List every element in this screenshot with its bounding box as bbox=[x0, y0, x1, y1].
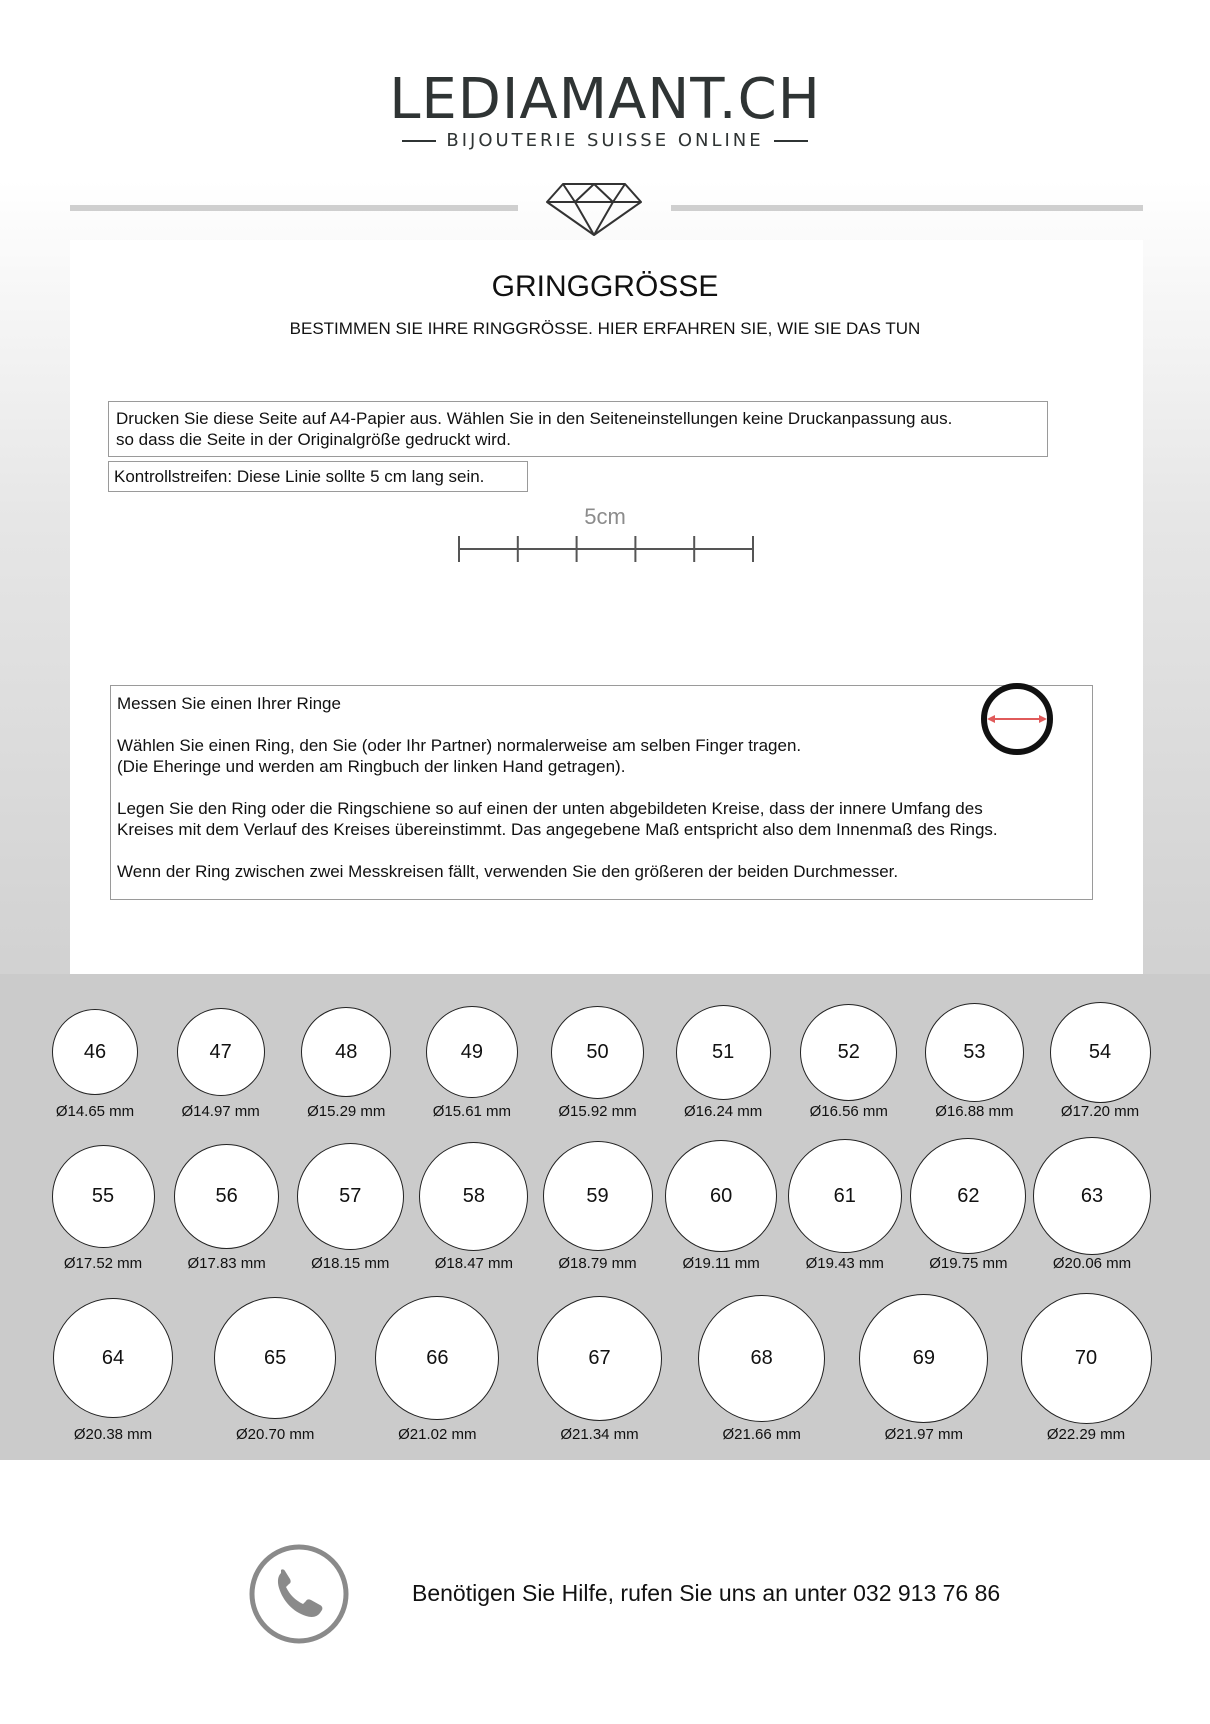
ring-size-circle: 53 bbox=[925, 1003, 1024, 1102]
logo-dash-right bbox=[774, 140, 808, 142]
print-instructions bbox=[108, 401, 1048, 457]
ring-diameter-label: Ø19.43 mm bbox=[805, 1255, 884, 1272]
ring-diameter-label: Ø14.65 mm bbox=[55, 1103, 135, 1120]
ring-diameter-label: Ø15.29 mm bbox=[307, 1103, 386, 1120]
help-text: Benötigen Sie Hilfe, rufen Sie uns an unter 032 913 76 86 bbox=[412, 1580, 1001, 1606]
measure-p2-line1: Legen Sie den Ring oder die Ringschiene so auf einen der unten abgebildeten Kreise, dass der innere Umfang des bbox=[117, 799, 983, 818]
scale-ruler bbox=[455, 532, 755, 566]
scale-label: 5cm bbox=[584, 504, 626, 529]
measure-p2-line2: Kreises mit dem Verlauf des Kreises übereinstimmt. Das angegebene Maß entspricht also dem Innenmaß des Rings. bbox=[117, 820, 998, 839]
ring-diameter-label: Ø19.11 mm bbox=[682, 1255, 760, 1272]
measure-instructions bbox=[110, 685, 1093, 900]
ring-size-circle: 48 bbox=[301, 1007, 391, 1097]
ring-diameter-label: Ø14.97 mm bbox=[181, 1103, 260, 1120]
print-line-2: so dass die Seite in der Originalgröße gedruckt wird. bbox=[116, 430, 511, 449]
measure-p1-line1: Wählen Sie einen Ring, den Sie (oder Ihr Partner) normalerweise am selben Finger tragen. bbox=[117, 736, 802, 755]
ring-size-circle: 65 bbox=[214, 1297, 336, 1419]
ring-size-circle: 58 bbox=[419, 1142, 528, 1251]
diamond-icon bbox=[545, 180, 643, 238]
ring-size-circle: 63 bbox=[1033, 1137, 1151, 1255]
logo-subtitle-row bbox=[0, 130, 1210, 151]
print-line-1: Drucken Sie diese Seite auf A4-Papier aus. Wählen Sie in den Seiteneinstellungen keine Druckanpassung aus. bbox=[116, 409, 953, 428]
logo-dash-left bbox=[402, 140, 436, 142]
ring-size-circle: 52 bbox=[800, 1004, 897, 1101]
ring-size-circle: 57 bbox=[297, 1143, 404, 1250]
ring-size-circle: 60 bbox=[665, 1140, 777, 1252]
ring-size-circle: 66 bbox=[375, 1296, 499, 1420]
ring-size-circle: 68 bbox=[698, 1295, 825, 1422]
ring-size-circle: 46 bbox=[52, 1009, 138, 1095]
ring-diameter-label: Ø21.02 mm bbox=[398, 1426, 477, 1443]
ring-size-circle: 69 bbox=[859, 1294, 988, 1423]
ring-size-circle: 55 bbox=[52, 1145, 155, 1248]
ring-size-circle: 59 bbox=[543, 1141, 653, 1251]
divider-right bbox=[671, 205, 1143, 211]
ring-diameter-label: Ø15.61 mm bbox=[432, 1103, 512, 1120]
ring-diameter-label: Ø18.79 mm bbox=[558, 1255, 637, 1272]
ring-size-circle: 51 bbox=[676, 1005, 771, 1100]
ring-diameter-label: Ø16.24 mm bbox=[683, 1103, 763, 1120]
control-strip-note: Kontrollstreifen: Diese Linie sollte 5 cm lang sein. bbox=[108, 461, 528, 492]
ring-size-circle: 56 bbox=[174, 1144, 279, 1249]
logo bbox=[0, 67, 1210, 151]
ring-diameter-label: Ø18.15 mm bbox=[311, 1255, 390, 1272]
ring-size-circle: 50 bbox=[551, 1006, 644, 1099]
measure-p3: Wenn der Ring zwischen zwei Messkreisen fällt, verwenden Sie den größeren der beiden Durchmesser. bbox=[117, 862, 899, 881]
ring-size-circle: 67 bbox=[537, 1296, 662, 1421]
ring-size-circle: 54 bbox=[1050, 1002, 1151, 1103]
ring-size-circle: 62 bbox=[910, 1138, 1026, 1254]
logo-title: LEDIAMANT.CH bbox=[389, 67, 821, 132]
ring-diameter-label: Ø16.88 mm bbox=[935, 1103, 1014, 1120]
logo-subtitle: BIJOUTERIE SUISSE ONLINE bbox=[446, 130, 764, 151]
ring-diameter-label: Ø19.75 mm bbox=[929, 1255, 1008, 1272]
ring-diameter-label: Ø21.97 mm bbox=[884, 1426, 964, 1443]
ring-diameter-label: Ø18.47 mm bbox=[434, 1255, 514, 1272]
ring-size-circle: 61 bbox=[788, 1139, 902, 1253]
ring-size-circle: 70 bbox=[1021, 1293, 1152, 1424]
ring-diameter-label: Ø21.34 mm bbox=[560, 1426, 639, 1443]
page-subtitle: BESTIMMEN SIE IHRE RINGGRÖSSE. HIER ERFAHREN SIE, WIE SIE DAS TUN bbox=[289, 319, 921, 338]
ring-diameter-label: Ø22.29 mm bbox=[1046, 1426, 1126, 1443]
ring-icon bbox=[978, 680, 1056, 758]
ring-diameter-label: Ø21.66 mm bbox=[722, 1426, 801, 1443]
page-title: GRINGGRÖSSE bbox=[491, 270, 719, 303]
ring-diameter-label: Ø15.92 mm bbox=[558, 1103, 637, 1120]
divider-left bbox=[70, 205, 518, 211]
phone-icon bbox=[248, 1543, 350, 1645]
ring-diameter-label: Ø20.06 mm bbox=[1052, 1255, 1132, 1272]
ring-size-circle: 49 bbox=[426, 1006, 518, 1098]
ring-size-circle: 47 bbox=[177, 1008, 265, 1096]
ring-diameter-label: Ø17.83 mm bbox=[187, 1255, 266, 1272]
ring-diameter-label: Ø17.20 mm bbox=[1060, 1103, 1140, 1120]
ring-diameter-label: Ø20.38 mm bbox=[73, 1426, 153, 1443]
ring-diameter-label: Ø16.56 mm bbox=[809, 1103, 888, 1120]
ring-diameter-label: Ø17.52 mm bbox=[63, 1255, 143, 1272]
measure-p1-line2: (Die Eheringe und werden am Ringbuch der linken Hand getragen). bbox=[117, 757, 626, 776]
ring-size-circle: 64 bbox=[53, 1298, 173, 1418]
ring-diameter-label: Ø20.70 mm bbox=[235, 1426, 315, 1443]
measure-heading: Messen Sie einen Ihrer Ringe bbox=[117, 694, 341, 713]
